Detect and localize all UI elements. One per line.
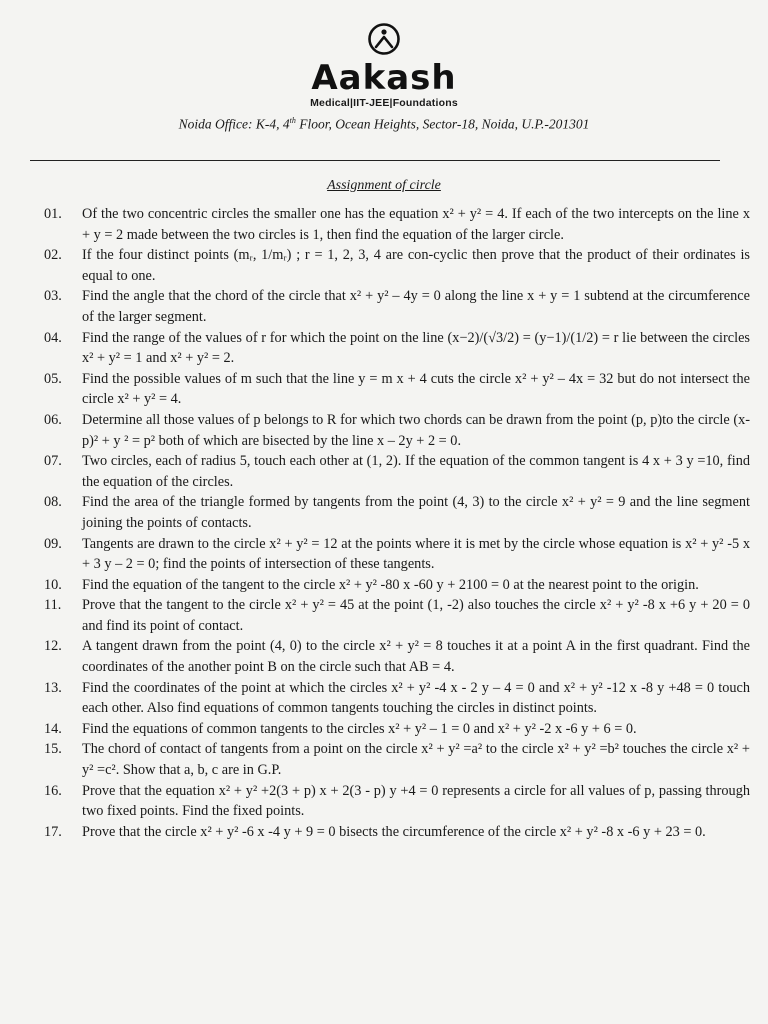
- question-text: Of the two concentric circles the smaller one has the equation x² + y² = 4. If each of the two intercepts on the line x + y = 2 made between the two circles is 1, then find the equation of the larger circle.: [82, 206, 750, 243]
- question-item: [44, 739, 750, 780]
- question-text: Find the angle that the chord of the circle that x² + y² – 4y = 0 along the line x + y = 1 subtend at the circumference of the larger segment.: [82, 288, 750, 325]
- question-number: 09.: [44, 535, 62, 552]
- question-item: [44, 492, 750, 533]
- question-text: Prove that the equation x² + y² +2(3 + p) x + 2(3 - p) y +4 = 0 represents a circle for all values of p, passing through two fixed points. Find the fixed points.: [82, 782, 750, 820]
- office-address-part1: Noida Office: K-4, 4: [178, 116, 290, 132]
- question-number: 16.: [44, 782, 62, 799]
- question-item: [44, 636, 750, 677]
- question-text: Find the coordinates of the point at which the circles x² + y² -4 x - 2 y – 4 = 0 and x² + y² -12 x -8 y +48 = 0 touch each other. Also find equations of common tangents touching the circles in distinct points.: [82, 679, 750, 717]
- office-address-sup: th: [289, 116, 296, 125]
- office-address-part2: Floor, Ocean Heights, Sector-18, Noida, U.P.-201301: [295, 116, 590, 132]
- question-number: 01.: [44, 206, 62, 222]
- question-number: 17.: [44, 823, 62, 840]
- question-number: 13.: [44, 679, 62, 696]
- question-text: Find the area of the triangle formed by tangents from the point (4, 3) to the circle x² + y² = 9 and the line segment joining the points of contacts.: [82, 494, 750, 531]
- question-item: [44, 678, 750, 719]
- question-item: [44, 595, 750, 636]
- question-text: Find the possible values of m such that the line y = m x + 4 cuts the circle x² + y² – 4x = 32 but do not intersect the circle x² + y² = 4.: [82, 370, 750, 408]
- question-number: 02.: [44, 247, 62, 264]
- question-text: Find the range of the values of r for which the point on the line (x−2)/(√3/2) = (y−1)/(1/2) = r lie between the circles x² + y² = 1 and x² + y² = 2.: [82, 329, 750, 367]
- question-item: [44, 575, 750, 596]
- question-number: 15.: [44, 741, 62, 758]
- question-text: Determine all those values of p belongs to R for which two chords can be drawn from the point (p, p)to the circle (x-p)² + y ² = p² both of which are bisected by the line x – 2y + 2 = 0.: [82, 411, 750, 449]
- question-item: [44, 204, 750, 245]
- question-list: [44, 204, 750, 842]
- question-item: [44, 719, 750, 740]
- question-text: A tangent drawn from the point (4, 0) to the circle x² + y² = 8 touches it at a point A in the first quadrant. Find the coordinates of the another point B on the circle such that AB = 4.: [82, 638, 750, 676]
- question-number: 05.: [44, 370, 62, 387]
- question-text: Two circles, each of radius 5, touch each other at (1, 2). If the equation of the common tangent is 4 x + 3 y =10, find the equation of the circles.: [82, 453, 750, 490]
- question-number: 03.: [44, 288, 62, 305]
- question-item: [44, 822, 750, 843]
- question-text: Prove that the circle x² + y² -6 x -4 y + 9 = 0 bisects the circumference of the circle x² + y² -8 x -6 y + 23 = 0.: [82, 823, 706, 840]
- question-item: [44, 328, 750, 369]
- brand-name: Aakash: [311, 58, 457, 98]
- question-text: Tangents are drawn to the circle x² + y² = 12 at the points where it is met by the circle whose equation is x² + y² -5 x + 3 y – 2 = 0; find the points of intersection of these tangents.: [82, 535, 750, 573]
- question-item: [44, 534, 750, 575]
- question-item: [44, 245, 750, 286]
- question-item: [44, 410, 750, 451]
- question-text: If the four distinct points (mᵣ, 1/mᵣ) ; r = 1, 2, 3, 4 are con-cyclic then prove that the product of their ordinates is equal to one.: [82, 247, 750, 284]
- question-number: 14.: [44, 720, 62, 737]
- question-number: 11.: [44, 597, 62, 614]
- question-item: [44, 369, 750, 410]
- header-divider: [30, 160, 720, 161]
- question-item: [44, 286, 750, 327]
- aakash-logo-icon: [367, 22, 401, 56]
- question-text: Prove that the tangent to the circle x² + y² = 45 at the point (1, -2) also touches the circle x² + y² -8 x +6 y + 20 = 0 and find its point of contact.: [82, 597, 750, 634]
- question-number: 10.: [44, 576, 62, 593]
- question-item: [44, 781, 750, 822]
- page-title: Assignment of circle: [327, 178, 441, 193]
- question-number: 04.: [44, 329, 62, 346]
- office-address: [0, 116, 768, 133]
- brand-tagline: Medical|IIT-JEE|Foundations: [310, 97, 458, 109]
- question-item: [44, 451, 750, 492]
- logo: [0, 22, 768, 109]
- question-text: The chord of contact of tangents from a point on the circle x² + y² =a² to the circle x² + y² =b² touches the circle x² + y² =c². Show that a, b, c are in G.P.: [82, 741, 750, 779]
- question-number: 07.: [44, 453, 62, 470]
- question-number: 06.: [44, 411, 62, 428]
- question-text: Find the equation of the tangent to the circle x² + y² -80 x -60 y + 2100 = 0 at the nearest point to the origin.: [82, 576, 699, 593]
- question-text: Find the equations of common tangents to the circles x² + y² – 1 = 0 and x² + y² -2 x -6 y + 6 = 0.: [82, 720, 637, 737]
- question-number: 12.: [44, 638, 62, 655]
- question-number: 08.: [44, 494, 62, 511]
